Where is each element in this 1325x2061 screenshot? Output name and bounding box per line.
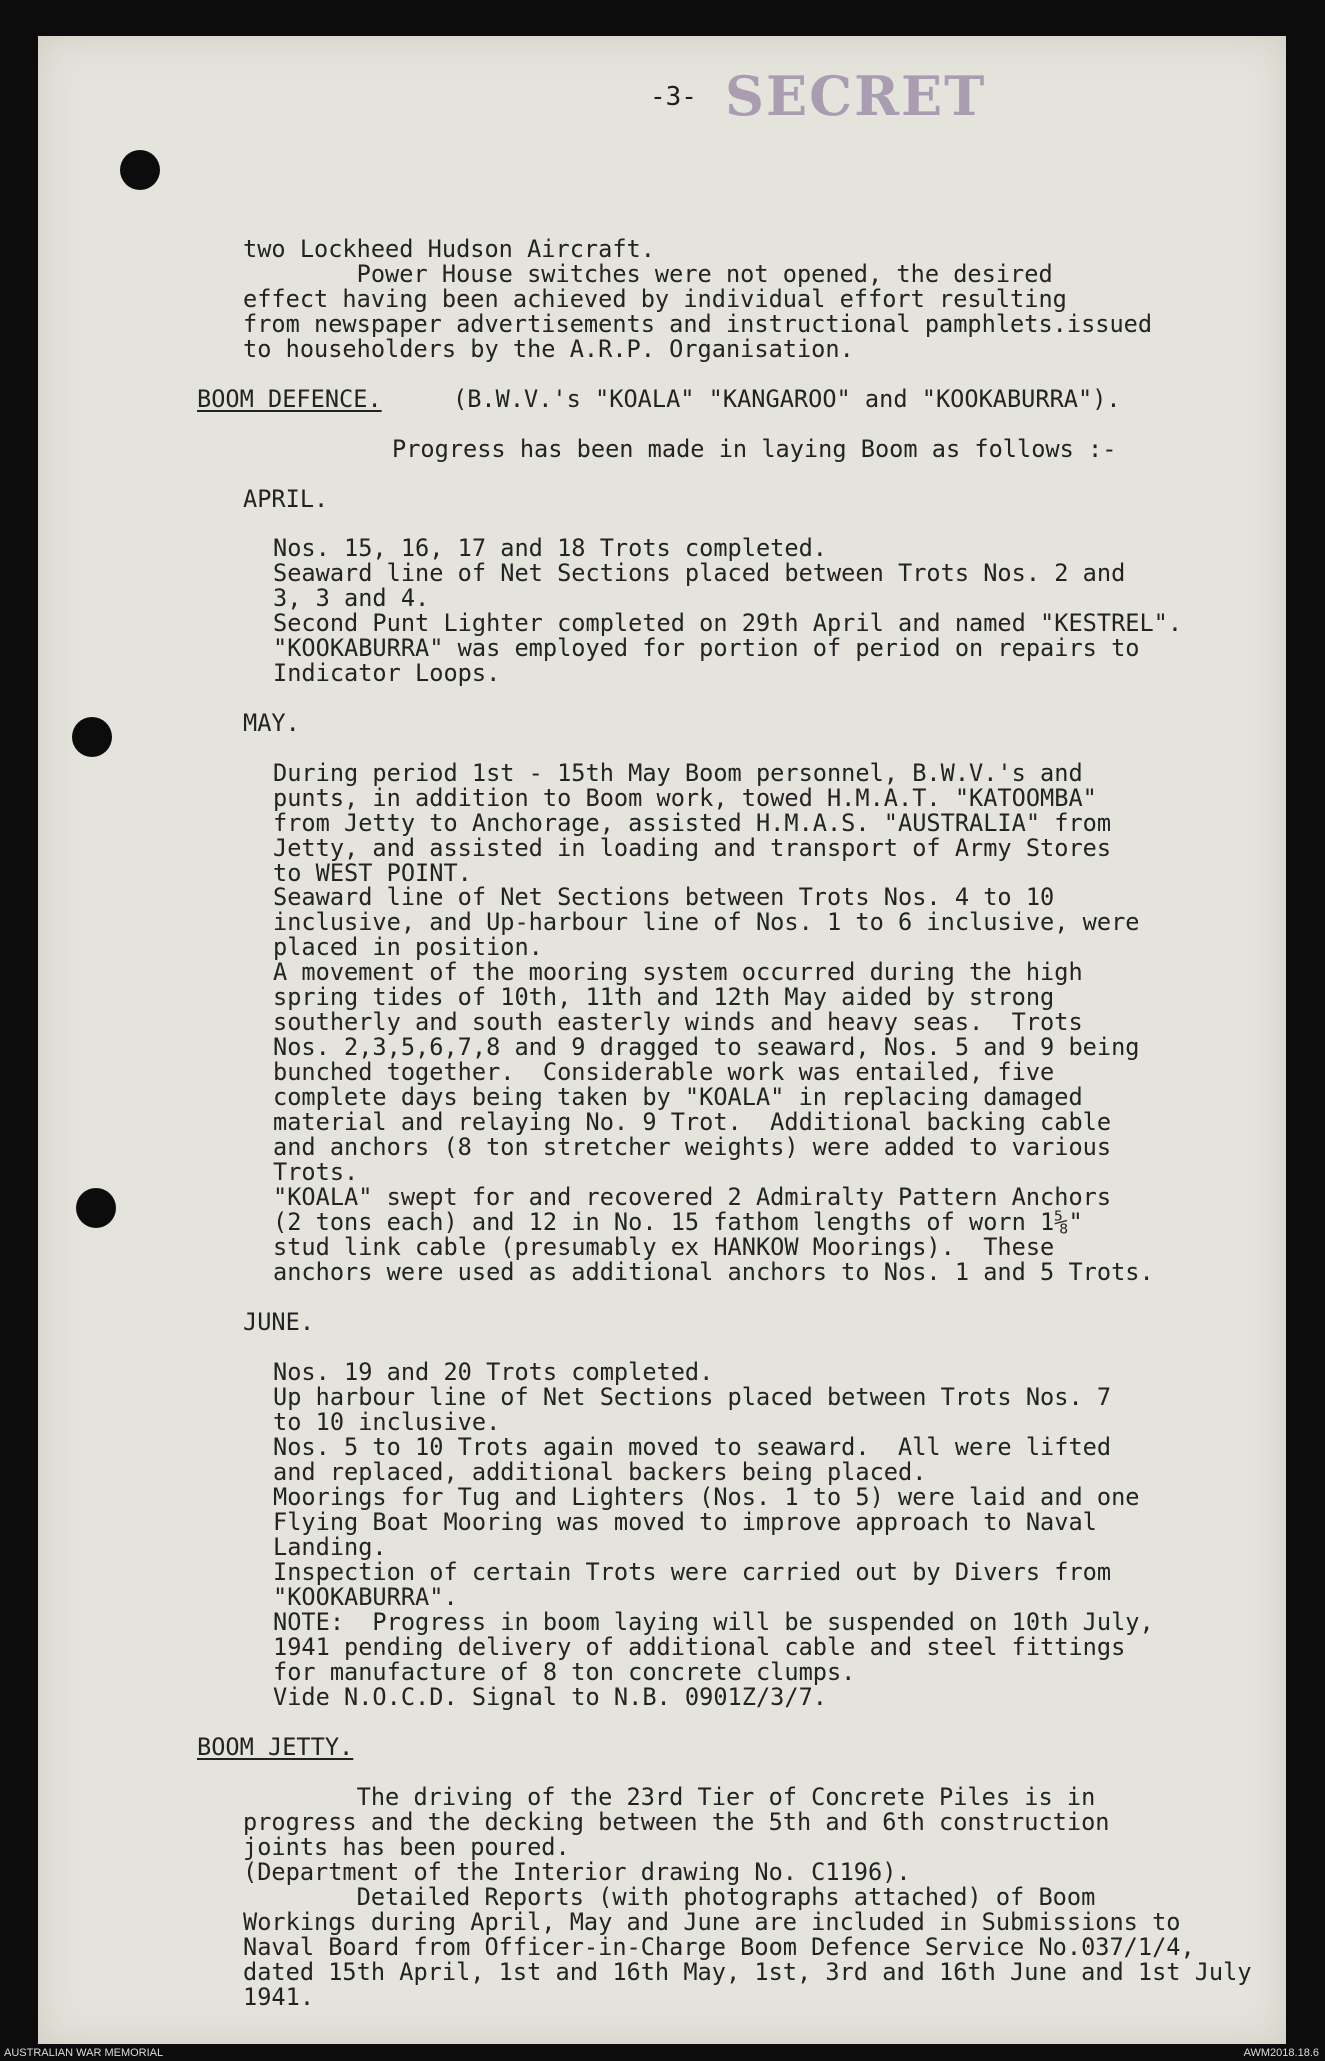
text-line: Nos. 2,3,5,6,7,8 and 9 dragged to seaward, Nos. 5 and 9 being [273, 1033, 1140, 1061]
text-line: "KOOKABURRA" was employed for portion of period on repairs to [273, 634, 1140, 662]
text-line: The driving of the 23rd Tier of Concrete Piles is in [243, 1783, 1096, 1811]
secret-stamp: SECRET [725, 64, 987, 128]
text-line: "KOOKABURRA". [273, 1583, 458, 1611]
text-line: placed in position. [273, 933, 543, 961]
text-line: "KOALA" swept for and recovered 2 Admiralty Pattern Anchors [273, 1183, 1112, 1211]
section-heading: BOOM DEFENCE. [197, 385, 382, 413]
text-line: A movement of the mooring system occurred during the high [273, 958, 1083, 986]
text-line: complete days being taken by "KOALA" in replacing damaged [273, 1083, 1083, 1111]
text-line: Indicator Loops. [273, 659, 501, 687]
text-line: Up harbour line of Net Sections placed between Trots Nos. 7 [273, 1383, 1112, 1411]
text-line: stud link cable (presumably ex HANKOW Moorings). These [273, 1233, 1055, 1261]
text-line: joints has been poured. [243, 1833, 570, 1861]
text-line: punts, in addition to Boom work, towed H.M.A.T. "KATOOMBA" [273, 784, 1097, 812]
punch-hole [76, 1188, 116, 1228]
text-line: Flying Boat Mooring was moved to improve approach to Naval [273, 1508, 1097, 1536]
text-line: Jetty, and assisted in loading and transport of Army Stores [273, 834, 1112, 862]
text-line: 3, 3 and 4. [273, 584, 430, 612]
text-line: progress and the decking between the 5th and 6th construction [243, 1808, 1110, 1836]
text-line: NOTE: Progress in boom laying will be suspended on 10th July, [273, 1608, 1154, 1636]
text-line: effect having been achieved by individual effort resulting [243, 285, 1067, 313]
text-line: and anchors (8 ton stretcher weights) were added to various [273, 1133, 1112, 1161]
text-line: Trots. [273, 1158, 359, 1186]
text-line: (2 tons each) and 12 in No. 15 fathom lengths of worn 1⅝" [273, 1208, 1083, 1236]
text-line: bunched together. Considerable work was entailed, five [273, 1058, 1055, 1086]
text-line: APRIL. [243, 485, 329, 513]
text-line: Nos. 15, 16, 17 and 18 Trots completed. [273, 534, 827, 562]
text-line: to 10 inclusive. [273, 1408, 501, 1436]
text-line: southerly and south easterly winds and heavy seas. Trots [273, 1008, 1083, 1036]
text-line: Power House switches were not opened, the desired [243, 260, 1053, 288]
text-line: for manufacture of 8 ton concrete clumps. [273, 1658, 856, 1686]
text-line: Landing. [273, 1533, 387, 1561]
text-line: MAY. [243, 709, 300, 737]
text-line: from newspaper advertisements and instructional pamphlets.issued [243, 310, 1153, 338]
text-line: Inspection of certain Trots were carried out by Divers from [273, 1558, 1112, 1586]
punch-hole [120, 150, 160, 190]
text-line: During period 1st - 15th May Boom personnel, B.W.V.'s and [273, 759, 1083, 787]
text-line: Nos. 19 and 20 Trots completed. [273, 1358, 714, 1386]
text-line: Second Punt Lighter completed on 29th April and named "KESTREL". [273, 609, 1183, 637]
text-line: spring tides of 10th, 11th and 12th May aided by strong [273, 983, 1055, 1011]
text-line: to householders by the A.R.P. Organisation. [243, 335, 854, 363]
text-line: Vide N.O.C.D. Signal to N.B. 0901Z/3/7. [273, 1683, 827, 1711]
page-number: -3- [650, 82, 697, 112]
text-line: 1941. [243, 1983, 315, 2011]
text-line: Seaward line of Net Sections between Trots Nos. 4 to 10 [273, 883, 1055, 911]
text-line: Workings during April, May and June are included in Submissions to [243, 1908, 1181, 1936]
text-line: dated 15th April, 1st and 16th May, 1st, 3rd and 16th June and 1st July [243, 1958, 1252, 1986]
text-line: Moorings for Tug and Lighters (Nos. 1 to 5) were laid and one [273, 1483, 1140, 1511]
section-heading: BOOM JETTY. [197, 1733, 354, 1761]
text-line: material and relaying No. 9 Trot. Additional backing cable [273, 1108, 1112, 1136]
text-line: to WEST POINT. [273, 859, 472, 887]
text-line: anchors were used as additional anchors to Nos. 1 and 5 Trots. [273, 1258, 1154, 1286]
text-line: and replaced, additional backers being placed. [273, 1458, 927, 1486]
text-line: from Jetty to Anchorage, assisted H.M.A.S. "AUSTRALIA" from [273, 809, 1112, 837]
text-line: 1941 pending delivery of additional cable and steel fittings [273, 1633, 1126, 1661]
text-line: (B.W.V.'s "KOALA" "KANGAROO" and "KOOKABURRA"). [453, 385, 1121, 413]
text-line: Seaward line of Net Sections placed between Trots Nos. 2 and [273, 559, 1126, 587]
punch-hole [72, 717, 112, 757]
text-line: Nos. 5 to 10 Trots again moved to seaward. All were lifted [273, 1433, 1112, 1461]
text-line: Detailed Reports (with photographs attached) of Boom [243, 1883, 1096, 1911]
text-line: inclusive, and Up-harbour line of Nos. 1 to 6 inclusive, were [273, 908, 1140, 936]
text-line: (Department of the Interior drawing No. C1196). [243, 1858, 911, 1886]
footer-right: AWM2018.18.6 [1243, 2047, 1319, 2059]
text-line: two Lockheed Hudson Aircraft. [243, 235, 655, 263]
text-line: Progress has been made in laying Boom as follows :- [392, 435, 1117, 463]
footer-left: AUSTRALIAN WAR MEMORIAL [4, 2047, 164, 2059]
text-line: JUNE. [243, 1308, 315, 1336]
text-line: Naval Board from Officer-in-Charge Boom Defence Service No.037/1/4, [243, 1933, 1195, 1961]
